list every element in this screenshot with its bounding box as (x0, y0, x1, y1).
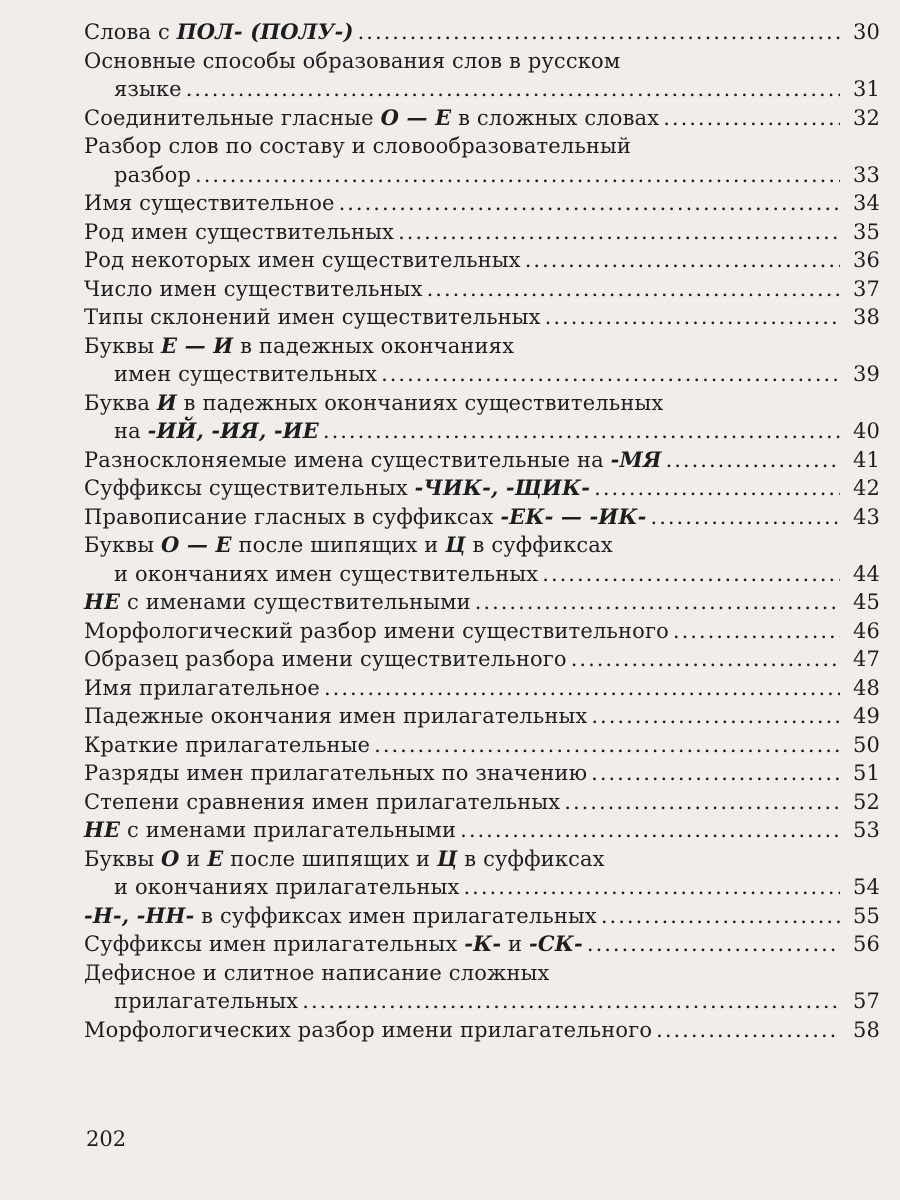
dot-leader (358, 18, 840, 47)
toc-text: Род некоторых имен существительных (84, 248, 521, 272)
toc-entry (84, 731, 880, 760)
toc-entry-title (84, 246, 880, 275)
toc-text: Краткие прилагательные (84, 732, 371, 757)
toc-text: и (501, 932, 530, 956)
toc-page-number: 30 (852, 20, 880, 44)
toc-text: в суффиксах (465, 533, 613, 557)
toc-emphasis: О (161, 845, 180, 871)
dot-leader (651, 503, 840, 532)
toc-entry (84, 503, 880, 532)
toc-entry-title (84, 845, 880, 874)
toc-emphasis: Ц (445, 532, 466, 557)
toc-page-number: 46 (852, 618, 880, 643)
toc-text: прилагательных (114, 989, 299, 1013)
dot-leader (186, 75, 840, 104)
toc-text: Степени сравнения имен прилагательных (84, 789, 561, 814)
toc-text: после шипящих и (223, 846, 438, 871)
dot-leader (591, 759, 840, 788)
dot-leader (460, 816, 840, 845)
toc-emphasis: О — Е (380, 104, 452, 130)
dot-leader (464, 873, 841, 902)
toc-text: Разносклоняемые имена существительные на (84, 447, 611, 472)
toc-page-number: 53 (852, 818, 880, 842)
dot-leader (656, 1016, 840, 1045)
toc-entry-title (84, 816, 880, 845)
toc-entry-title (84, 18, 880, 47)
toc-entry-title (84, 531, 880, 560)
toc-entry-continuation (84, 987, 880, 1016)
dot-leader (381, 360, 840, 389)
toc-page-number: 38 (852, 305, 880, 329)
toc-entry-title (84, 132, 880, 161)
table-of-contents (84, 18, 880, 1044)
toc-entry-title (84, 674, 880, 703)
toc-entry-title (84, 446, 880, 475)
toc-emphasis: -СК- (529, 931, 583, 956)
toc-text: Имя существительное (84, 191, 335, 215)
toc-entry-continuation (84, 75, 880, 104)
toc-entry (84, 617, 880, 646)
toc-text: в суффиксах имен прилагательных (194, 903, 597, 928)
toc-page-number: 55 (852, 903, 880, 928)
dot-leader (525, 246, 840, 275)
toc-page-number: 39 (852, 362, 880, 386)
toc-text: Суффиксы имен прилагательных (84, 932, 465, 956)
toc-emphasis: Е (207, 845, 224, 871)
dot-leader (601, 902, 840, 931)
toc-text: в падежных окончаниях (233, 333, 515, 358)
toc-entry-title (84, 702, 880, 731)
toc-entry-continuation (84, 873, 880, 902)
dot-leader (339, 189, 840, 218)
toc-entry (84, 1016, 880, 1045)
dot-leader (398, 218, 840, 247)
toc-emphasis: -ЕК- — -ИК- (500, 503, 647, 529)
toc-entry-title (84, 645, 880, 674)
toc-text: Слова с (84, 20, 177, 44)
toc-page-number: 37 (852, 276, 880, 301)
toc-page-number: 52 (852, 789, 880, 814)
toc-entry (84, 246, 880, 275)
toc-text: Буквы (84, 533, 162, 557)
toc-text: Морфологических разбор имени прилагательного (84, 1017, 653, 1042)
toc-entry (84, 47, 880, 104)
toc-entry-title (84, 959, 880, 988)
toc-text: языке (114, 77, 182, 101)
toc-text: Правописание гласных в суффиксах (84, 504, 501, 529)
toc-entry-title (84, 1016, 880, 1045)
toc-page-number: 44 (852, 561, 880, 586)
toc-entry-title (84, 189, 880, 218)
page-number: 202 (86, 1127, 127, 1151)
toc-text: и (179, 846, 208, 871)
toc-emphasis: -К- (464, 931, 502, 956)
toc-text: в суффиксах (457, 846, 605, 871)
toc-emphasis: -Н-, -НН- (84, 902, 195, 928)
toc-emphasis: Ц (437, 845, 458, 871)
toc-entry-title (84, 218, 880, 247)
toc-entry-title (84, 759, 880, 788)
toc-entry (84, 332, 880, 389)
toc-page-number: 35 (852, 219, 880, 244)
dot-leader (542, 560, 840, 589)
toc-emphasis: -ИЙ, -ИЯ, -ИЕ (147, 418, 319, 443)
toc-entry-title (84, 588, 880, 617)
toc-page-number: 50 (852, 732, 880, 757)
toc-page-number: 47 (852, 647, 880, 671)
toc-entry-title (84, 474, 880, 503)
toc-text: Имя прилагательное (84, 675, 320, 700)
toc-entry (84, 645, 880, 674)
toc-entry (84, 531, 880, 588)
dot-leader (545, 303, 840, 332)
toc-text: Суффиксы существительных (84, 476, 415, 500)
toc-page-number: 56 (852, 932, 880, 956)
toc-entry (84, 218, 880, 247)
toc-entry (84, 18, 880, 47)
toc-entry (84, 446, 880, 475)
toc-page-number: 49 (852, 704, 880, 728)
toc-emphasis: -МЯ (610, 446, 662, 472)
dot-leader (594, 474, 840, 503)
toc-entry-title (84, 731, 880, 760)
toc-emphasis: Е — И (161, 332, 234, 358)
toc-text: Число имен существительных (84, 276, 423, 301)
dot-leader (374, 731, 840, 760)
toc-page-number: 33 (852, 162, 880, 187)
toc-text: Падежные окончания имен прилагательных (84, 704, 588, 728)
toc-emphasis: -ЧИК-, -ЩИК- (414, 475, 591, 500)
toc-emphasis: О — Е (161, 532, 232, 557)
toc-entry-continuation (84, 161, 880, 190)
dot-leader (324, 674, 840, 703)
toc-entry (84, 788, 880, 817)
toc-entry (84, 132, 880, 189)
toc-text: и окончаниях прилагательных (114, 875, 460, 899)
toc-entry (84, 588, 880, 617)
dot-leader (591, 702, 840, 731)
toc-entry (84, 104, 880, 133)
toc-entry (84, 930, 880, 959)
toc-entry-title (84, 303, 880, 332)
toc-text: с именами прилагательными (120, 818, 457, 842)
dot-leader (587, 930, 840, 959)
toc-entry-title (84, 47, 880, 76)
toc-page-number: 51 (852, 761, 880, 785)
toc-entry-title (84, 617, 880, 646)
toc-entry (84, 759, 880, 788)
toc-text: Образец разбора имени существительного (84, 647, 567, 671)
toc-entry (84, 303, 880, 332)
toc-page-number: 36 (852, 248, 880, 272)
toc-text: после шипящих и (231, 533, 446, 557)
toc-page-number: 45 (852, 590, 880, 614)
toc-entry (84, 275, 880, 304)
toc-entry (84, 702, 880, 731)
toc-text: на (114, 419, 148, 443)
toc-text: с именами существительными (120, 590, 471, 614)
toc-emphasis: И (156, 389, 177, 415)
toc-text: в сложных словах (451, 105, 660, 130)
toc-text: Дефисное и слитное написание сложных (84, 960, 550, 985)
toc-text: и окончаниях имен существительных (114, 561, 539, 586)
toc-page-number: 58 (852, 1017, 880, 1042)
toc-text: имен существительных (114, 362, 378, 386)
toc-entry (84, 902, 880, 931)
dot-leader (302, 987, 840, 1016)
toc-emphasis: ПОЛ- (ПОЛУ-) (176, 19, 354, 44)
dot-leader (427, 275, 840, 304)
toc-text: Разряды имен прилагательных по значению (84, 761, 588, 785)
toc-page-number: 40 (852, 419, 880, 443)
toc-text: в падежных окончаниях существительных (176, 390, 664, 415)
toc-page-number: 32 (852, 105, 880, 130)
toc-entry-title (84, 930, 880, 959)
toc-entry-title (84, 389, 880, 418)
toc-entry-title (84, 788, 880, 817)
toc-entry (84, 189, 880, 218)
toc-page-number: 54 (852, 875, 880, 899)
toc-entry-title (84, 275, 880, 304)
toc-entry-title (84, 503, 880, 532)
toc-text: Основные способы образования слов в русском (84, 48, 621, 73)
toc-text: Буквы (84, 846, 162, 871)
toc-page-number: 48 (852, 675, 880, 700)
dot-leader (571, 645, 840, 674)
dot-leader (666, 446, 840, 475)
toc-emphasis: НЕ (84, 817, 121, 842)
toc-text: Разбор слов по составу и словообразовательный (84, 134, 632, 158)
toc-page-number: 43 (852, 504, 880, 529)
dot-leader (564, 788, 840, 817)
toc-entry (84, 674, 880, 703)
toc-entry (84, 845, 880, 902)
toc-page-number: 34 (852, 191, 880, 215)
toc-entry-continuation (84, 560, 880, 589)
toc-entry-continuation (84, 417, 880, 446)
toc-text: Соединительные гласные (84, 105, 381, 130)
dot-leader (195, 161, 840, 190)
dot-leader (673, 617, 840, 646)
toc-entry-title (84, 332, 880, 361)
toc-page-number: 42 (852, 476, 880, 500)
toc-page-number: 31 (852, 77, 880, 101)
dot-leader (663, 104, 840, 133)
toc-entry-title (84, 104, 880, 133)
toc-page-number: 41 (852, 447, 880, 472)
toc-entry (84, 816, 880, 845)
toc-emphasis: НЕ (84, 589, 121, 614)
toc-page-number: 57 (852, 989, 880, 1013)
toc-text: Морфологический разбор имени существительного (84, 618, 669, 643)
toc-text: Род имен существительных (84, 219, 395, 244)
toc-entry-continuation (84, 360, 880, 389)
toc-text: Буквы (84, 333, 162, 358)
toc-entry (84, 474, 880, 503)
toc-entry-title (84, 902, 880, 931)
toc-text: разбор (114, 162, 192, 187)
dot-leader (323, 417, 840, 446)
dot-leader (475, 588, 840, 617)
toc-text: Типы склонений имен существительных (84, 305, 541, 329)
toc-text: Буква (84, 390, 157, 415)
toc-entry (84, 389, 880, 446)
toc-entry (84, 959, 880, 1016)
